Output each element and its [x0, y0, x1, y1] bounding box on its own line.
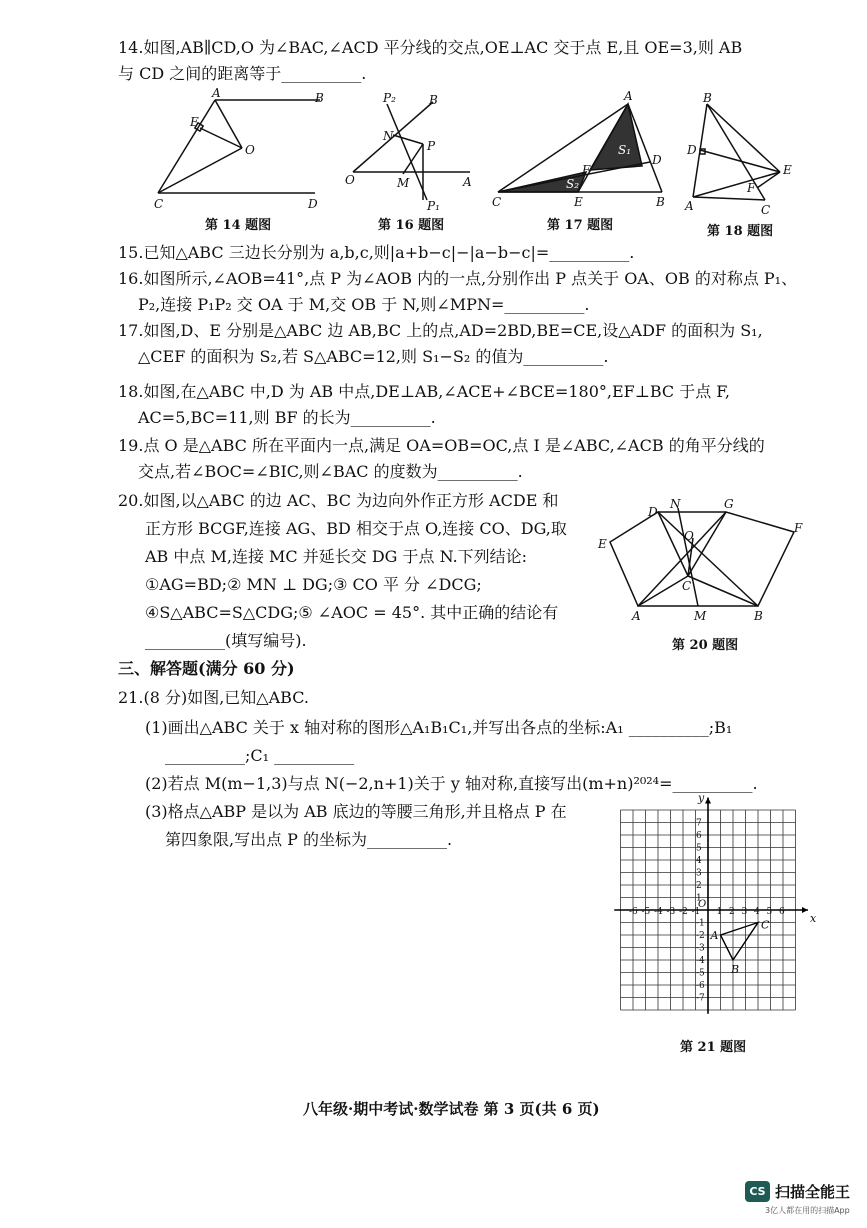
svg-text:C: C	[761, 203, 771, 217]
q21-p3b: 第四象限,写出点 P 的坐标为__________.	[165, 830, 453, 849]
origin-label: O	[698, 899, 707, 910]
figure-16	[345, 92, 475, 217]
q20-line2: 正方形 BCGF,连接 AG、BD 相交于点 O,连接 CO、DG,取	[145, 519, 567, 538]
x-tick-label: -1	[691, 907, 701, 917]
svg-text:A: A	[212, 86, 221, 100]
point-a-label: A	[710, 929, 719, 942]
q16-line1: 16.如图所示,∠AOB=41°,点 P 为∠AOB 内的一点,分别作出 P 点关于 OA、OB 的对称点 P₁、	[118, 269, 798, 288]
svg-text:C: C	[682, 579, 692, 593]
q20-line4: ①AG=BD;② MN ⊥ DG;③ CO 平 分 ∠DCG;	[145, 575, 482, 594]
q14-line2: 与 CD 之间的距离等于__________.	[118, 64, 367, 83]
svg-text:M: M	[694, 609, 707, 623]
y-tick-label: -4	[696, 956, 705, 966]
q19-line1: 19.点 O 是△ABC 所在平面内一点,满足 OA=OB=OC,点 I 是∠ABC,∠ACB 的角平分线的	[118, 436, 765, 455]
caption-14: 第 14 题图	[205, 218, 272, 233]
x-tick-label: 4	[754, 907, 760, 917]
y-tick-label: 6	[696, 831, 702, 841]
y-tick-label: 2	[696, 881, 702, 891]
figure-14	[150, 88, 330, 213]
q19-line2: 交点,若∠BOC=∠BIC,则∠BAC 的度数为__________.	[138, 462, 523, 481]
svg-text:P: P	[427, 139, 436, 153]
x-tick-label: -3	[666, 907, 676, 917]
section-3-heading: 三、解答题(满分 60 分)	[118, 659, 295, 678]
svg-text:P₁: P₁	[427, 199, 440, 213]
figure-21-grid	[618, 791, 817, 1030]
y-tick-label: 5	[696, 843, 702, 854]
svg-text:D: D	[652, 153, 662, 167]
q21-p1b: __________;C₁ __________	[165, 746, 355, 765]
y-tick-label: -6	[696, 981, 705, 991]
caption-20: 第 20 题图	[672, 638, 739, 653]
page-footer: 八年级·期中考试·数学试卷 第 3 页(共 6 页)	[303, 1100, 600, 1118]
svg-text:S₂: S₂	[566, 177, 580, 191]
y-tick-label: -7	[696, 993, 705, 1004]
q21-head: 21.(8 分)如图,已知△ABC.	[118, 688, 309, 707]
svg-text:B: B	[429, 93, 438, 107]
svg-text:C: C	[154, 197, 164, 211]
x-tick-label: 1	[716, 907, 723, 917]
y-tick-label: 1	[696, 893, 702, 904]
q20-line3: AB 中点 M,连接 MC 并延长交 DG 于点 N.下列结论:	[145, 547, 528, 566]
y-tick-label: 4	[696, 856, 702, 866]
caption-21: 第 21 题图	[680, 1040, 747, 1055]
svg-text:G: G	[724, 497, 734, 511]
svg-text:F: F	[582, 163, 591, 177]
svg-text:A: A	[685, 199, 694, 213]
svg-text:M: M	[397, 176, 410, 190]
y-tick-label: -3	[696, 943, 705, 954]
svg-text:D: D	[687, 143, 697, 157]
q20-line5: ④S△ABC=S△CDG;⑤ ∠AOC = 45°. 其中正确的结论有	[145, 603, 559, 622]
q21-p3a: (3)格点△ABP 是以为 AB 底边的等腰三角形,并且格点 P 在	[145, 802, 567, 821]
triangle-abc	[721, 923, 759, 961]
figure-18	[685, 92, 795, 217]
svg-text:O: O	[684, 529, 694, 543]
q14-line1: 14.如图,AB∥CD,O 为∠BAC,∠ACD 平分线的交点,OE⊥AC 交于点 E,且 OE=3,则 AB	[118, 38, 743, 57]
x-tick-label: -4	[654, 907, 663, 917]
svg-text:A: A	[463, 175, 472, 189]
q18-line1: 18.如图,在△ABC 中,D 为 AB 中点,DE⊥AB,∠ACE+∠BCE=180°,EF⊥BC 于点 F,	[118, 382, 730, 401]
caption-17: 第 17 题图	[547, 218, 614, 233]
svg-text:C: C	[492, 195, 502, 209]
y-tick-label: 7	[696, 818, 702, 829]
svg-text:B: B	[703, 91, 712, 105]
x-tick-label: 5	[766, 907, 773, 917]
caption-16: 第 16 题图	[378, 218, 445, 233]
q20-line6: __________(填写编号).	[145, 631, 307, 650]
figure-17	[490, 89, 675, 212]
svg-text:E: E	[190, 115, 199, 129]
svg-text:A: A	[624, 89, 633, 103]
x-tick-label: 3	[741, 907, 748, 917]
svg-text:E: E	[598, 537, 607, 551]
q21-p2: (2)若点 M(m−1,3)与点 N(−2,n+1)关于 y 轴对称,直接写出(m+n)²⁰²⁴=__________.	[145, 774, 758, 793]
svg-text:B: B	[315, 91, 324, 105]
x-axis-label: x	[810, 912, 817, 925]
camscanner-logo: CS	[745, 1181, 770, 1202]
svg-text:E: E	[783, 163, 792, 177]
camscanner-name: 扫描全能王	[775, 1183, 851, 1201]
svg-text:D: D	[308, 197, 318, 211]
point-c-label: C	[761, 918, 770, 932]
q17-line2: △CEF 的面积为 S₂,若 S△ABC=12,则 S₁−S₂ 的值为__________.	[138, 347, 609, 366]
figure-20	[598, 498, 808, 623]
q20-line1: 20.如图,以△ABC 的边 AC、BC 为边向外作正方形 ACDE 和	[118, 491, 559, 510]
camscanner-tagline: 3亿人都在用的扫描App	[765, 1206, 850, 1215]
y-axis-label: y	[698, 791, 705, 805]
x-tick-label: 2	[729, 907, 735, 917]
svg-text:F: F	[747, 181, 756, 195]
x-tick-label: -2	[679, 907, 688, 917]
svg-text:B: B	[754, 609, 763, 623]
svg-text:O: O	[245, 143, 255, 157]
svg-text:A: A	[632, 609, 641, 623]
y-tick-label: -1	[696, 918, 705, 929]
svg-text:N: N	[670, 497, 681, 511]
q16-line2: P₂,连接 P₁P₂ 交 OA 于 M,交 OB 于 N,则∠MPN=__________.	[138, 295, 590, 314]
y-axis-arrow	[705, 798, 711, 804]
q15-text: 15.已知△ABC 三边长分别为 a,b,c,则|a+b−c|−|a−b−c|=__________.	[118, 243, 635, 262]
svg-text:E: E	[574, 195, 583, 209]
caption-18: 第 18 题图	[707, 224, 774, 239]
x-tick-label: -5	[641, 907, 651, 917]
svg-text:B: B	[656, 195, 665, 209]
x-axis-arrow	[802, 907, 808, 913]
svg-text:O: O	[345, 173, 355, 187]
q21-p1a: (1)画出△ABC 关于 x 轴对称的图形△A₁B₁C₁,并写出各点的坐标:A₁ __________;B₁	[145, 718, 733, 737]
point-b-label: B	[731, 963, 740, 976]
y-tick-label: -2	[696, 931, 705, 941]
svg-text:N: N	[383, 129, 394, 143]
q17-line1: 17.如图,D、E 分别是△ABC 边 AB,BC 上的点,AD=2BD,BE=CE,设△ADF 的面积为 S₁,	[118, 321, 763, 340]
svg-text:F: F	[794, 521, 803, 535]
svg-text:S₁: S₁	[618, 143, 632, 157]
y-tick-label: -5	[696, 968, 705, 979]
y-tick-label: 3	[696, 868, 702, 879]
svg-text:P₂: P₂	[383, 91, 396, 105]
x-tick-label: -6	[629, 907, 638, 917]
x-tick-label: 6	[779, 907, 785, 917]
q18-line2: AC=5,BC=11,则 BF 的长为__________.	[138, 408, 436, 427]
svg-text:D: D	[648, 505, 658, 519]
